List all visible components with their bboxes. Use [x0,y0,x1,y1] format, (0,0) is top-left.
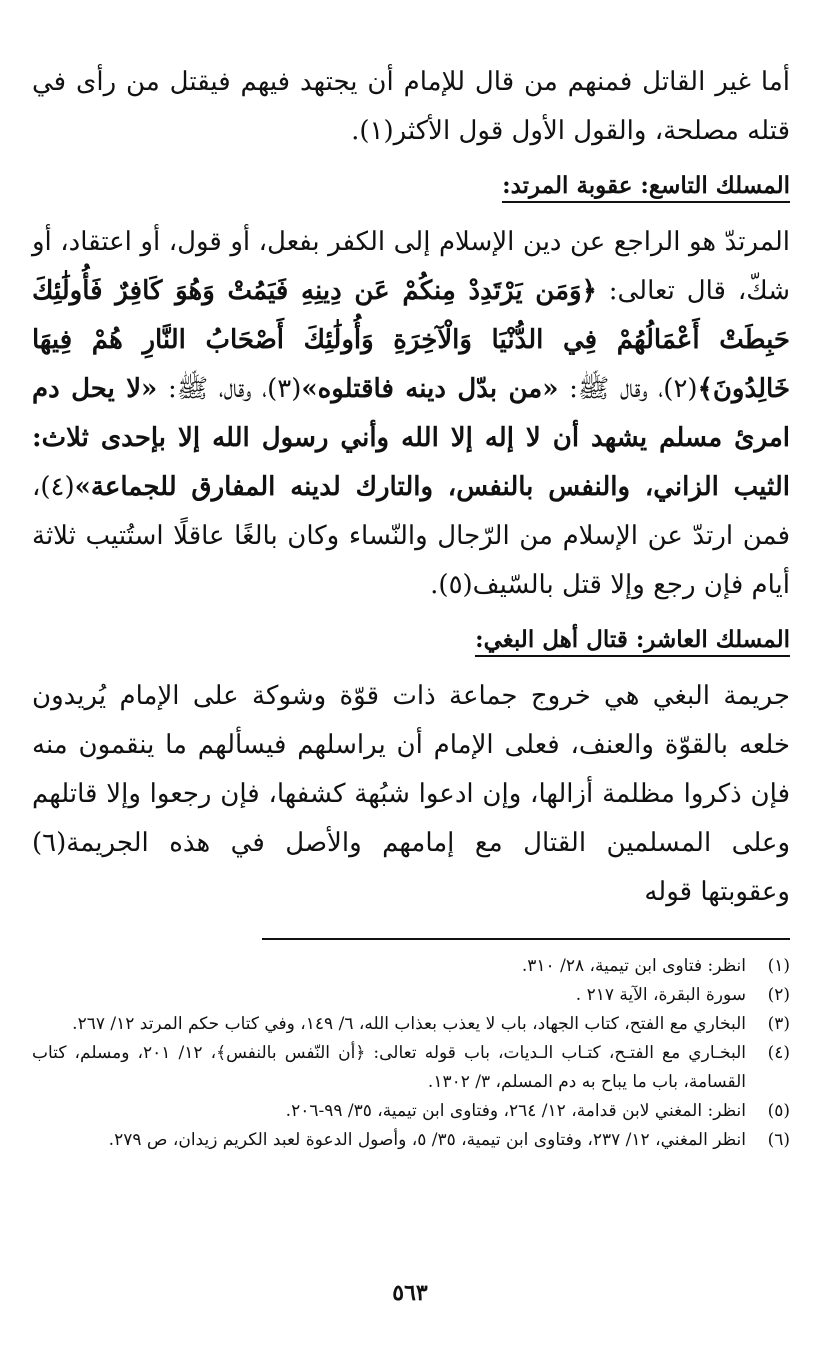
hadith-2: «لا يحل دم امرئ مسلم يشهد أن لا إله إلا الله وأني رسول الله إلا بإحدى ثلاث: الثيب الزاني، والنفس بالنفس، والتارك لدينه المفارق للجماعة» [32,374,790,502]
hadith-1: «من بدّل دينه فاقتلوه» [301,374,559,404]
page-body [32,58,790,917]
paragraph-1: أما غير القاتل فمنهم من قال للإمام أن يجتهد فيهم فيقتل من رأى في قتله مصلحة، والقول الأول قول الأكثر(١). [32,67,790,146]
footnote-number: (١) [767,956,790,976]
footnote-item [32,952,790,981]
heading-section-9-text: المسلك التاسع: عقوبة المرتد: [502,172,790,203]
paragraph-2 [32,218,790,610]
footnote-text: البخاري مع الفتح، كتاب الجهاد، باب لا يعذب بعذاب الله، ٦/ ١٤٩، وفي كتاب حكم المرتد ١٢/ ٢٦٧. [72,1014,746,1034]
heading-section-10 [32,620,790,660]
footnote-number: (٦) [767,1130,790,1150]
footnote-text: انظر المغني، ١٢/ ٢٣٧، وفتاوى ابن تيمية، ٣٥/ ٥، وأصول الدعوة لعبد الكريم زيدان، ص ٢٧٩. [108,1130,746,1150]
footnote-item [32,1126,790,1155]
paragraph-2-end: (٤)، فمن ارتدّ عن الإسلام من الرّجال والنّساء وكان بالغًا عاقلًا استُتيب ثلاثة أيام فإن رجع وإلا قتل بالسّيف(٥). [32,472,790,600]
heading-section-10-text: المسلك العاشر: قتال أهل البغي: [475,626,790,657]
footnotes [32,952,790,1155]
footnote-text: انظر: المغني لابن قدامة، ١٢/ ٢٦٤، وفتاوى ابن تيمية، ٣٥/ ٩٩-٢٠٦. [285,1101,746,1121]
footnote-number: (٣) [767,1014,790,1034]
footnote-number: (٢) [767,985,790,1005]
paragraph-3: جريمة البغي هي خروج جماعة ذات قوّة وشوكة على الإمام يُريدون خلعه بالقوّة والعنف، فعلى الإمام أن يراسلهم فيسألهم ما ينقمون منه فإن ذكروا مظلمة أزالها، وإن ادعوا شبُهة كشفها، فإن رجعوا وإلا قاتلهم وعلى المسلمين القتال مع إمامهم والأصل في هذه الجريمة(٦) وعقوبتها قوله [32,681,790,907]
footnote-number: (٤) [767,1043,790,1063]
footnote-text: البخـاري مع الفتـح، كتـاب الـديات، باب قوله تعالى: ﴿أن النّفس بالنفس﴾، ١٢/ ٢٠١، ومسلم، كتاب القسامة، باب ما يباح به دم المسلم، ٣/ ١٣٠٢. [32,1043,746,1092]
footnote-item [32,981,790,1010]
paragraph-2-mid: (٢)، وقال ﷺ: [569,374,698,404]
footnote-item [32,1039,790,1097]
footnote-text: سورة البقرة، الآية ٢١٧ . [575,985,746,1005]
footnote-text: انظر: فتاوى ابن تيمية، ٢٨/ ٣١٠. [521,956,746,976]
heading-section-9 [32,166,790,206]
page-number: ٥٦٣ [392,1280,428,1306]
paragraph-2-start: المرتدّ هو الراجع عن دين الإسلام إلى الكفر بفعل، أو قول، أو اعتقاد، أو شكّ، قال تعالى: [32,227,790,306]
footnote-item [32,1010,790,1039]
footnote-number: (٥) [767,1101,790,1121]
quran-verse: ﴿وَمَن يَرْتَدِدْ مِنكُمْ عَن دِينِهِ فَيَمُتْ وَهُوَ كَافِرٌ فَأُولَٰئِكَ حَبِطَتْ أَعْمَالُهُمْ فِي الدُّنْيَا وَالْآخِرَةِ وَأُولَٰئِكَ أَصْحَابُ النَّارِ هُمْ فِيهَا خَالِدُونَ﴾ [32,276,791,404]
footnote-item [32,1097,790,1126]
paragraph-2-mid2: (٣)، وقال، ﷺ: [167,374,302,404]
footnote-divider [262,938,790,940]
